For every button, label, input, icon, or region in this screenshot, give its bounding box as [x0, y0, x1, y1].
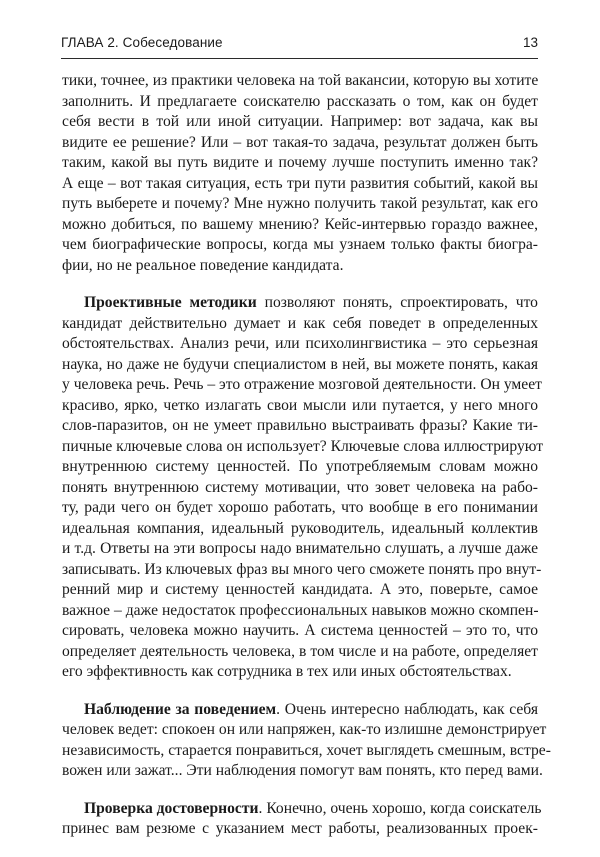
text-line: заполнить. И предлагаете соискателю рассказать о том, как он будет	[62, 92, 538, 110]
text-line: его эффективность как сотрудника в тех или иных обстоятельствах.	[62, 663, 512, 680]
text-line: чем биографические вопросы, когда мы узнаем только факты биогра-	[62, 236, 538, 253]
text-line-rest: . Очень интересно наблюдать, как себя	[276, 700, 538, 718]
text-line: человек ведет: спокоен он или напряжен, как-то излишне демонстрирует	[62, 721, 547, 738]
text-line: пичные ключевые слова он использует? Ключевые слова иллюстрируют	[62, 437, 544, 455]
text-line: независимость, старается понравиться, хочет выглядеть смешным, встре-	[62, 741, 551, 759]
text-line: ренний мир и систему ценностей кандидата. А это, поверьте, самое	[62, 581, 538, 598]
text-line: тики, точнее, из практики человека на той вакансии, которую вы хотите	[62, 72, 539, 89]
text-line	[62, 799, 542, 820]
text-line: можно добиться, по вашему мнению? Кейс-интервью гораздо важнее,	[62, 215, 538, 233]
text-line: А еще – вот такая ситуация, есть три пути развития событий, какой вы	[62, 174, 538, 192]
body-text	[62, 71, 551, 857]
paragraph-projective-methods	[62, 293, 544, 683]
paragraph-behavior-observation	[62, 700, 551, 782]
text-line-rest: . Конечно, очень хорошо, когда соискатель	[258, 799, 542, 817]
paragraph-case-interview	[62, 71, 538, 276]
text-line: путь выберете и почему? Мне нужно получить такой результат, как его	[62, 195, 538, 212]
text-line: и т.д. Ответы на эти вопросы надо внимательно слушать, а лучше даже	[62, 540, 538, 557]
text-line: себя вести в той или иной ситуации. Например: вот задача, как вы	[62, 113, 538, 130]
paragraph-lead: Проективные методики	[84, 294, 257, 311]
text-line: сировать, человека можно научить. А система ценностей – это то, что	[62, 622, 538, 639]
chapter-title: ГЛАВА 2. Собеседование	[61, 35, 223, 50]
text-line	[62, 293, 538, 314]
text-line: записывать. Из ключевых фраз вы много чего сможете понять про внут-	[62, 560, 542, 578]
text-line: таким, какой вы путь видите и почему лучше поступить именно так?	[62, 154, 538, 171]
text-line	[62, 700, 538, 721]
text-line: фии, но не реальное поведение кандидата.	[62, 256, 344, 274]
text-line: важное – даже недостаток профессиональных навыков можно скомпен-	[62, 601, 539, 619]
text-line: кандидат действительно думает и как себя поведет в определенных	[62, 314, 538, 332]
text-line: обстоятельствах. Анализ речи, или психолингвистика – это серьезная	[62, 335, 538, 352]
text-line: ту, ради чего он будет хорошо работать, что вообще в его понимании	[62, 499, 538, 516]
text-line-rest: позволяют понять, спроектировать, что	[256, 294, 538, 311]
paragraph-lead: Наблюдение за поведением	[84, 700, 277, 718]
paragraph-verification	[62, 799, 542, 840]
text-line: слов-паразитов, он не умеет правильно выстраивать фразы? Какие ти-	[62, 417, 538, 434]
text-line: идеальная компания, идеальный руководитель, идеальный коллектив	[62, 519, 538, 537]
text-line: наука, но даже не будучи специалистом в ней, вы можете понять, какая	[62, 355, 538, 373]
text-line: принес вам резюме с указанием мест работы, реализованных проек-	[62, 820, 538, 837]
text-line: определяет деятельность человека, в том числе и на работе, определяет	[62, 642, 538, 660]
text-line: понять внутреннюю систему мотивации, что зовет человека на рабо-	[62, 478, 538, 496]
page-number: 13	[522, 35, 538, 50]
paragraph-lead: Проверка достоверности	[84, 799, 259, 817]
text-line: у человека речь. Речь – это отражение мозговой деятельности. Он умеет	[62, 376, 542, 393]
text-line: видите ее решение? Или – вот такая-то задача, результат должен быть	[62, 133, 538, 151]
running-header	[61, 32, 538, 59]
text-line: красиво, ярко, четко излагать свои мысли или путается, у него много	[62, 396, 538, 414]
text-line: внутреннюю систему ценностей. По употребляемым словам можно	[62, 458, 538, 475]
text-line: вожен или зажат... Эти наблюдения помогут вам понять, кто перед вами.	[62, 762, 543, 779]
